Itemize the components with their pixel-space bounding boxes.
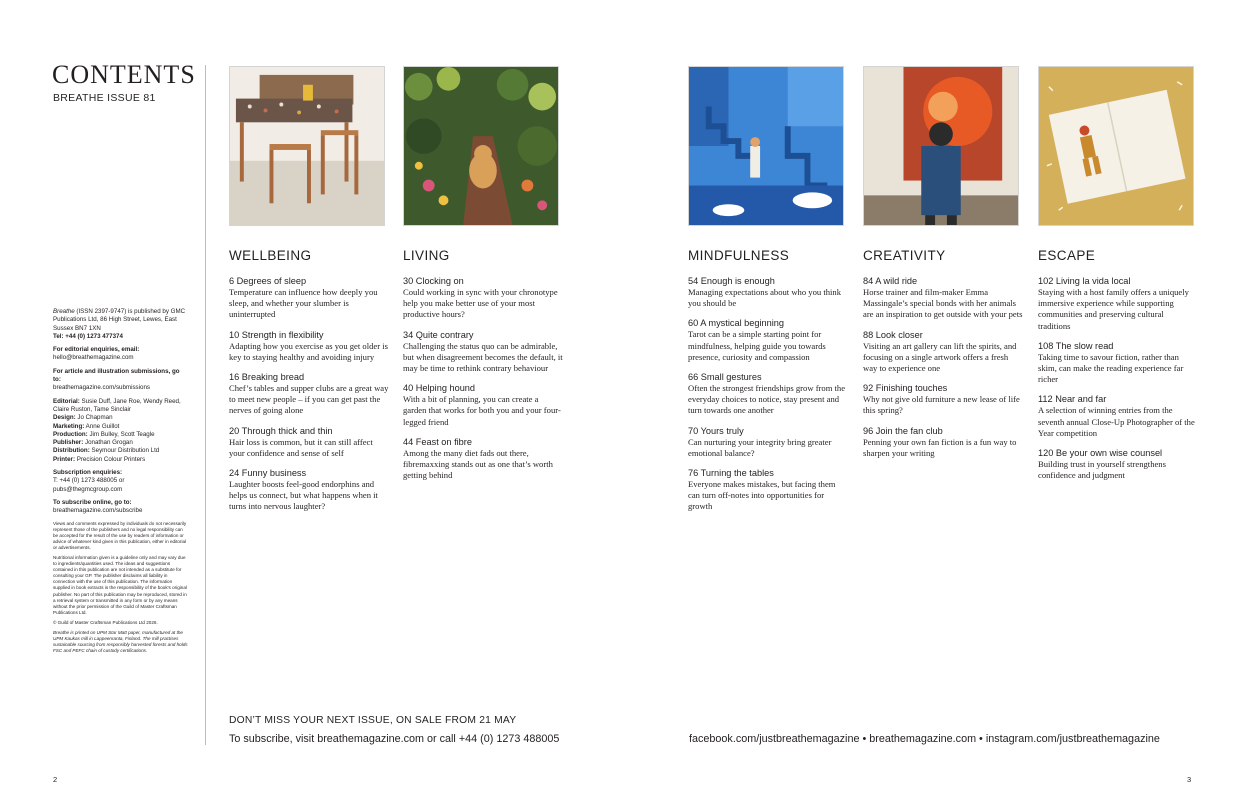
section-living: [403, 248, 563, 489]
staff-names: Seymour Distribution Ltd: [89, 447, 160, 455]
staff-names: Jonathan Grogan: [83, 439, 133, 447]
article-entry[interactable]: [403, 329, 563, 375]
publisher-tel: Tel: +44 (0) 1273 477374: [53, 332, 123, 340]
article-description: Among the many diet fads out there, fibremaxxing stands out as one that’s worth getting behind: [403, 447, 553, 481]
article-title: 108 The slow read: [1038, 340, 1114, 351]
staff-line: [53, 423, 119, 430]
subscribe-online: [53, 499, 188, 516]
article-description: Often the strongest friendships grow from the everyday choices to notice, stay present and turn towards one another: [688, 383, 846, 416]
article-title: 10 Strength in flexibility: [229, 329, 324, 340]
article-entry[interactable]: [863, 329, 1023, 375]
page-number-right: 3: [1187, 775, 1192, 784]
article-title: 84 A wild ride: [863, 276, 918, 286]
staff-names: Anne Guillot: [84, 422, 120, 430]
article-entry[interactable]: [1038, 393, 1198, 439]
article-entry[interactable]: [229, 329, 389, 363]
editorial-enquiries: [53, 346, 188, 363]
article-description: Horse trainer and film-maker Emma Massingale’s special bonds with her animals are an inspiration to get outside with your pets: [863, 287, 1023, 320]
open-book-icon: [1039, 67, 1193, 225]
article-description: Can nurturing your integrity bring greater emotional balance?: [688, 436, 832, 458]
page-number-left: 2: [53, 775, 58, 784]
section-title: CREATIVITY: [863, 248, 946, 263]
article-title: 76 Turning the tables: [688, 468, 774, 479]
article-description: With a bit of planning, you can create a garden that works for both you and your four-legged friend: [403, 394, 561, 427]
section-title: MINDFULNESS: [688, 248, 790, 263]
staff-names: Jo Chapman: [75, 414, 113, 422]
publisher-details: (ISSN 2397-9747) is published by GMC Publications Ltd, 86 High Street, Lewes, East Sussex BN7 1XN: [53, 308, 186, 332]
article-description: Why not give old furniture a new lease of life this spring?: [863, 394, 1020, 416]
dining-table-icon: [230, 67, 384, 225]
article-title: 102 Living la vida local: [1038, 276, 1131, 286]
illustration-submissions: [53, 368, 188, 393]
imprint-block: [53, 308, 188, 658]
staff-list: [53, 398, 188, 464]
article-title: 30 Clocking on: [403, 276, 464, 286]
article-entry[interactable]: [688, 371, 848, 417]
section-wellbeing: [229, 248, 389, 521]
article-description: Challenging the status quo can be admirable, but when disagreement becomes the default, it may be time to rethink contrary behaviour: [403, 340, 563, 374]
article-title: 54 Enough is enough: [688, 276, 775, 286]
publisher-info: [53, 308, 188, 341]
article-description: Visiting an art gallery can lift the spirits, and focusing on a single artwork offers a fresh way to experience one: [863, 340, 1017, 374]
article-title: 120 Be your own wise counsel: [1038, 448, 1163, 459]
staff-role: Publisher:: [53, 439, 84, 447]
paper-note: Breathe is printed on UPM Star Matt paper, manufactured at the UPM Kaukas mill in Lappeenranta, Finland. The mill practises sustainable sourcing from responsibly harvested forests and holds FSC and PEFC chain of custody certifications.: [53, 630, 188, 654]
subscription-enquiries: [53, 469, 188, 494]
article-title: 60 A mystical beginning: [688, 318, 785, 329]
staff-role: Printer:: [53, 455, 76, 463]
subscription-label: Subscription enquiries:: [53, 469, 123, 477]
staff-line: [53, 431, 155, 438]
staff-role: Marketing:: [53, 422, 85, 430]
article-entry[interactable]: [403, 275, 563, 321]
article-description: Tarot can be a simple starting point for mindfulness, helping guide you towards presence, curiosity and compassion: [688, 329, 826, 362]
article-entry[interactable]: [229, 425, 389, 459]
article-entry[interactable]: [229, 467, 389, 513]
article-title: 96 Join the fan club: [863, 425, 943, 436]
article-entry[interactable]: [1038, 275, 1198, 332]
article-description: Managing expectations about who you think you should be: [688, 287, 841, 309]
staff-role: Editorial:: [53, 397, 80, 405]
gallery-painting-icon: [864, 67, 1018, 225]
creativity-illustration: [863, 66, 1019, 226]
article-title: 34 Quite contrary: [403, 329, 474, 340]
article-title: 88 Look closer: [863, 329, 923, 340]
online-url: breathemagazine.com/subscribe: [53, 507, 143, 515]
article-entry[interactable]: [229, 275, 389, 321]
staff-role: Production:: [53, 430, 88, 438]
article-title: 6 Degrees of sleep: [229, 276, 307, 286]
article-entry[interactable]: [1038, 447, 1198, 481]
editorial-label: For editorial enquiries, email:: [53, 346, 140, 354]
nutrition-disclaimer: Nutritional information given is a guideline only and may vary due to ingredients/quantities used. The ideas and suggestions contained in this publication are not intended as a substitute for consulting your GP. The publisher disclaims all liability in connection with the use of this publication. The information supplied in book extracts is the responsibility of the book's original publisher. No part of this publication may be reproduced, stored in a retrieval system or transmitted in any form or by any means without the prior permission of the Guild of Master Craftsman Publications Ltd.: [53, 555, 187, 615]
staff-role: Distribution:: [53, 447, 90, 455]
issue-label: BREATHE ISSUE 81: [53, 92, 156, 104]
contents-title: CONTENTS: [52, 60, 196, 89]
article-description: Staying with a host family offers a uniquely immersive experience while supporting communities and preserving cultural traditions: [1038, 287, 1189, 331]
staff-names: Jim Bulley, Scott Teagle: [87, 430, 155, 438]
article-entry[interactable]: [688, 425, 848, 459]
article-title: 24 Funny business: [229, 468, 307, 479]
section-title: LIVING: [403, 248, 450, 263]
article-title: 40 Helping hound: [403, 383, 476, 394]
article-entry[interactable]: [863, 275, 1023, 321]
copyright: © Guild of Master Craftsman Publications Ltd 2026.: [53, 619, 158, 625]
garden-dog-icon: [404, 67, 558, 225]
subscribe-notice: To subscribe, visit breathemagazine.com or call +44 (0) 1273 488005: [229, 733, 560, 745]
blue-stairs-icon: [689, 67, 843, 225]
article-title: 112 Near and far: [1038, 394, 1107, 405]
publisher-brand: Breathe: [53, 308, 75, 315]
editorial-email: hello@breathemagazine.com: [53, 354, 134, 362]
section-title: ESCAPE: [1038, 248, 1096, 263]
section-title: WELLBEING: [229, 248, 312, 263]
article-entry[interactable]: [229, 371, 389, 417]
wellbeing-illustration: [229, 66, 385, 226]
article-description: Temperature can influence how deeply you sleep, and whether your slumber is uninterrupted: [229, 287, 378, 320]
article-title: 92 Finishing touches: [863, 383, 948, 394]
staff-names: Susie Duff, Jane Roe, Wendy Reed, Claire Ruston, Tame Sinclair: [53, 397, 181, 413]
staff-line: [53, 439, 133, 446]
illustration-url: breathemagazine.com/submissions: [53, 384, 150, 392]
article-entry[interactable]: [688, 467, 848, 513]
mindfulness-illustration: [688, 66, 844, 226]
article-title: 16 Breaking bread: [229, 372, 305, 383]
escape-illustration: [1038, 66, 1194, 226]
article-description: Hair loss is common, but it can still affect your confidence and sense of self: [229, 436, 373, 458]
disclaimer-text: Views and comments expressed by individuals do not necessarily represent those of the publishers and no legal responsibility can be accepted for the result of the use by readers of information or advice of whatever kind given in this publication, either in editorial or advertisements.: [53, 520, 187, 550]
article-description: A selection of winning entries from the seventh annual Close-Up Photographer of the Year competition: [1038, 405, 1195, 438]
staff-line: [53, 398, 181, 413]
article-title: 44 Feast on fibre: [403, 436, 472, 447]
living-illustration: [403, 66, 559, 226]
staff-names: Precision Colour Printers: [75, 455, 146, 463]
article-entry[interactable]: [403, 382, 563, 428]
article-description: Penning your own fan fiction is a fun way to sharpen your writing: [863, 436, 1017, 458]
section-creativity: [863, 248, 1023, 467]
subscription-contact: T: +44 (0) 1273 488005 or pubs@thegmcgroup.com: [53, 477, 125, 493]
illustration-label: For article and illustration submissions, go to:: [53, 367, 180, 384]
article-description: Could working in sync with your chronotype help you make better use of your most productive hours?: [403, 287, 558, 320]
online-label: To subscribe online, go to:: [53, 498, 132, 506]
staff-line: [53, 447, 159, 454]
article-entry[interactable]: [403, 436, 563, 482]
article-description: Everyone makes mistakes, but facing them can turn off-notes into opportunities for growth: [688, 479, 836, 512]
article-entry[interactable]: [1038, 340, 1198, 386]
section-mindfulness: [688, 248, 848, 521]
article-title: 66 Small gestures: [688, 372, 762, 383]
article-description: Chef’s tables and supper clubs are a great way to meet new people – if you can get past the nerves of going alone: [229, 383, 389, 416]
staff-role: Design:: [53, 414, 76, 422]
social-links: facebook.com/justbreathemagazine • breathemagazine.com • instagram.com/justbreathemagazine: [689, 733, 1160, 745]
article-description: Laughter boosts feel-good endorphins and helps us connect, but what happens when it turns into nervous laughter?: [229, 479, 378, 512]
column-divider: [205, 65, 206, 745]
article-entry[interactable]: [688, 317, 848, 363]
article-entry[interactable]: [863, 425, 1023, 459]
staff-line: [53, 456, 145, 463]
article-title: 70 Yours truly: [688, 425, 744, 436]
staff-line: [53, 414, 113, 421]
article-title: 20 Through thick and thin: [229, 425, 333, 436]
article-entry[interactable]: [863, 382, 1023, 416]
next-issue-notice: DON’T MISS YOUR NEXT ISSUE, ON SALE FROM 21 MAY: [229, 715, 517, 726]
article-description: Taking time to savour fiction, rather than skim, can make the reading experience far richer: [1038, 351, 1184, 385]
article-description: Adapting how you exercise as you get older is key to staying healthy and avoiding injury: [229, 340, 388, 362]
article-entry[interactable]: [688, 275, 848, 309]
article-description: Building trust in yourself strengthens confidence and judgment: [1038, 459, 1166, 481]
section-escape: [1038, 248, 1198, 489]
